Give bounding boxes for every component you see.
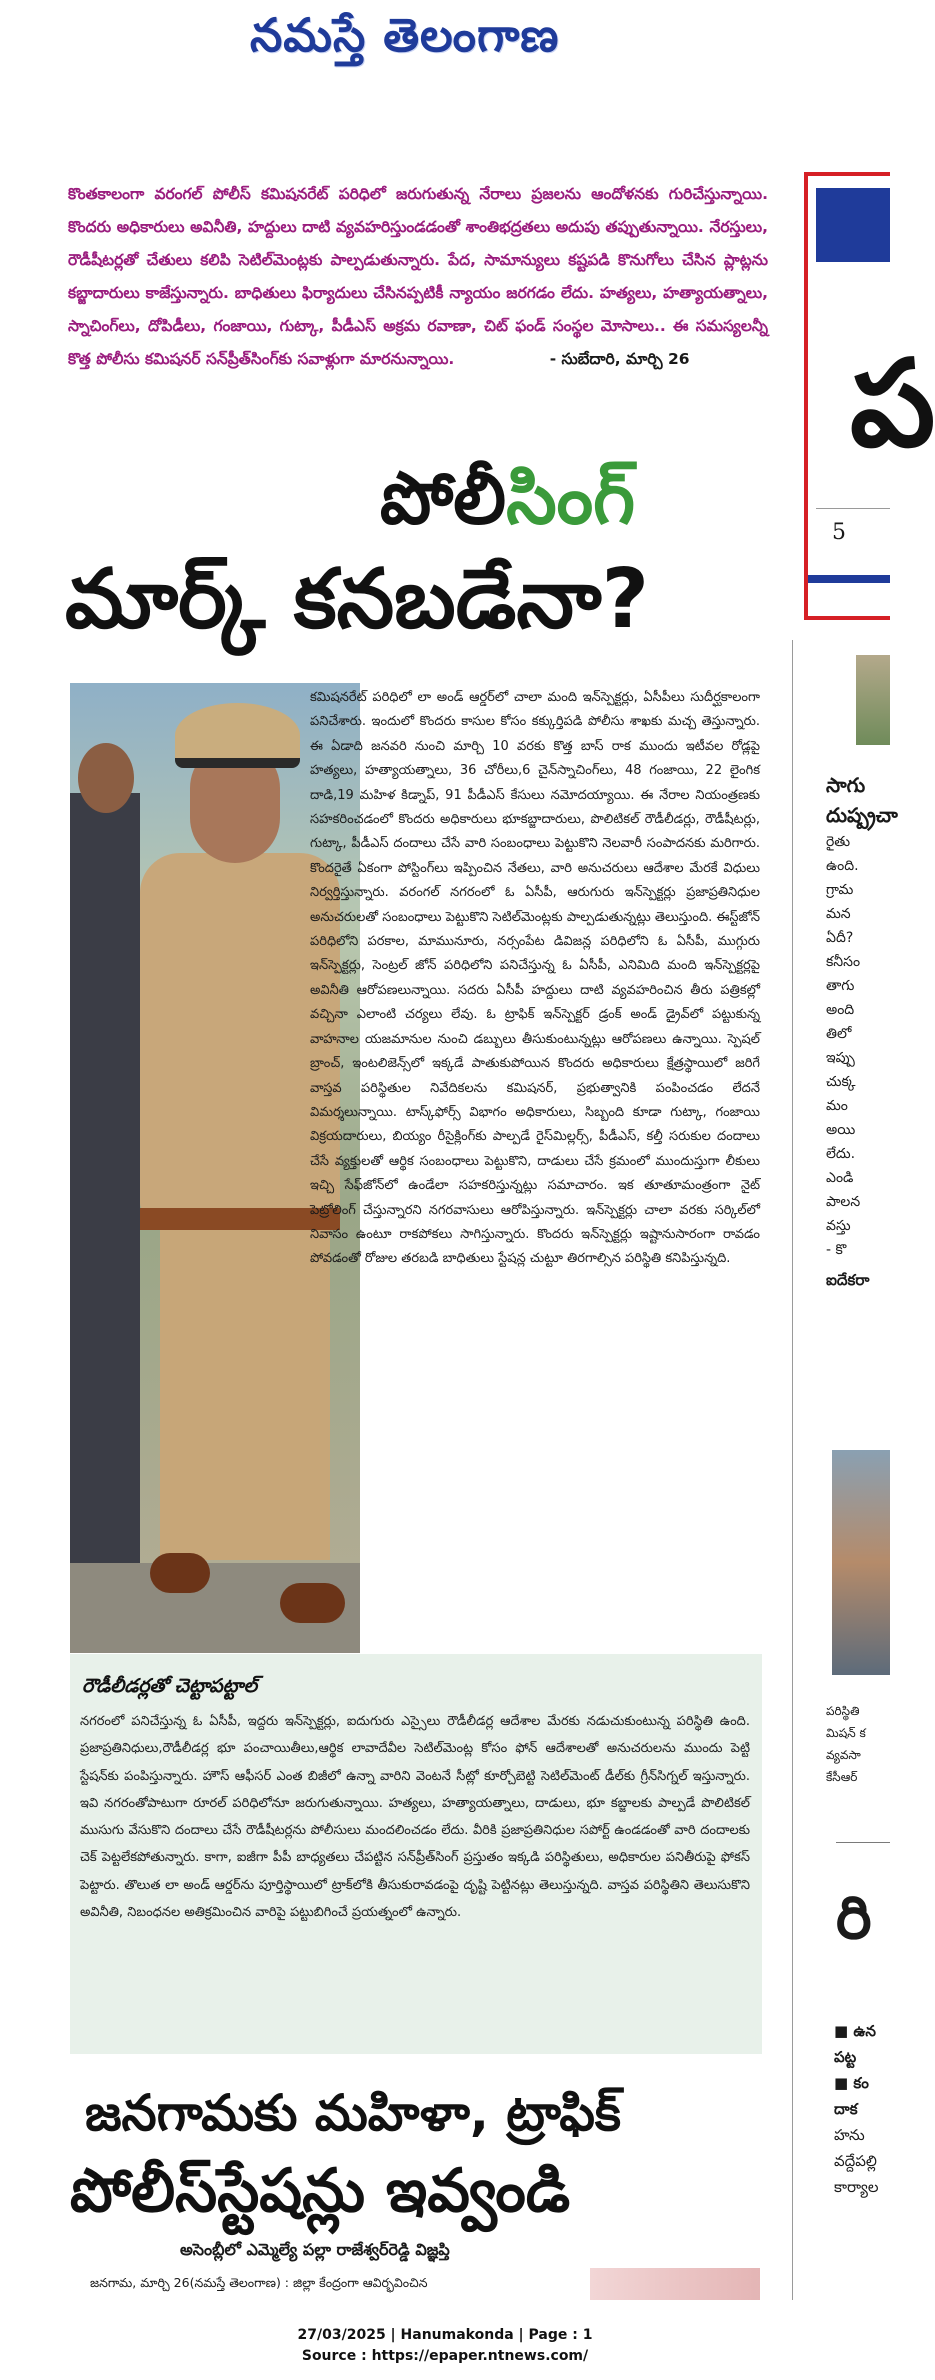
right-column-caption — [826, 1700, 890, 1830]
photo-bg-person — [70, 793, 140, 1593]
footer-date-line: 27/03/2025 | Hanumakonda | Page : 1 — [297, 2327, 593, 2343]
footer-source-line: Source : https://epaper.ntnews.com/ — [301, 2348, 589, 2364]
right-line: రైతు — [826, 834, 851, 850]
column-rule — [792, 640, 793, 2300]
right-bullets — [834, 2018, 890, 2278]
right-line: మిషన్ క — [826, 1726, 866, 1740]
right-bullet: ■ ఉన — [834, 2022, 876, 2040]
right-bullet: వద్దేపల్లి — [834, 2152, 877, 2170]
right-photo-top — [856, 655, 890, 745]
right-line: ఇప్పు — [826, 1050, 855, 1066]
right-photo-person — [832, 1450, 890, 1675]
story2-dateline: జనగామ, మార్చి 26(నమస్తే తెలంగాణ) : జిల్లా కేంద్రంగా ఆవిర్భవించిన — [90, 2275, 428, 2290]
right-divider-2 — [836, 1842, 890, 1843]
right-line: అంది — [826, 1002, 855, 1018]
right-line: వస్తు — [826, 1218, 851, 1234]
right-line: అయి — [826, 1122, 856, 1138]
right-line: ఏదీ? — [826, 930, 854, 946]
right-bullet: పట్ట — [834, 2048, 857, 2066]
article-body-text: కమిషనరేట్ పరిధిలో లా అండ్ ఆర్డర్‌లో చాలా మంది ఇన్‌స్పెక్టర్లు, ఏసీపీలు సుదీర్ఘకాలంగా పనిచేశారు. ఇందులో కొందరు కాసుల కోసం కక్కుర్తిపడి పోలీసు శాఖకు మచ్చ తెస్తున్నారు. ఈ ఏడాది జనవరి నుంచి మార్చి 10 వరకు కొత్త బాస్ రాక ముందు ఇటీవల రోడ్లపై హత్యలు, హత్యాయత్నాలు, 36 చోరీలు,6 చైన్‌స్నాచింగ్‌లు, 48 గంజాయి, 22 లైంగిక దాడి,19 మహిళ కిడ్నాప్, 91 పీడీఎస్ కేసులు నమోదయ్యాయి. ఈ నేరాల నియంత్రణకు సహకరించడంలో కొందరు అధికారులు భూకబ్జాదారులు, పొలిటికల్ రౌడీలీడర్లు, రౌడీషీటర్లు, గుట్కా, పీడీఎస్ దందాలు చేసే వారి సంబంధాలు పెట్టుకొని నెలవారీ సంపాదనకు మరిగారు. కొందరైతే ఏకంగా పోస్టింగ్‌లు ఇప్పించిన నేతలు, వారి అనుచరులు ఆదేశాల మేరకే విధులు నిర్వర్తిస్తున్నారు. వరంగల్ నగరంలో ఓ ఏసీపీ, ఆరుగురు ఇన్‌స్పెక్టర్లు ప్రజాప్రతినిధుల అనుచరులతో సంబంధాలు పెట్టుకొని సెటిల్‌మెంట్లకు పాల్పడుతున్నట్లు తెలుస్తుంది. ఈస్ట్‌జోన్ పరిధిలోని పరకాల, మామునూరు, నర్సంపేట డివిజన్ల పరిధిలోని ఓ ఏసీపీ, ముగ్గురు ఇన్‌స్పెక్టర్లు, సెంట్రల్ జోన్ పరిధిలోని పనిచేస్తున్న ఓ ఏసీపీ, ఎనిమిది మంది ఇన్‌స్పెక్టర్లపై అవినీతి ఆరోపణలున్నాయి. సదరు ఏసీపీ హద్దులు దాటి వ్యవహరించిన తీరు పత్రికల్లో వచ్చినా ఎలాంటి చర్యలు లేవు. ఓ ట్రాఫిక్ ఇన్‌స్పెక్టర్ డ్రంక్ అండ్ డ్రైవ్‌లో పట్టుకున్న వాహనాల యజమానుల నుంచి డబ్బులు తీసుకుంటున్నట్లు ఆరోపణలు ఉన్నాయి. స్పెషల్ బ్రాంచ్, ఇంటలిజెన్స్‌లో ఇక్కడే పాతుకుపోయిన కొందరు అధికారులు క్షేత్రస్థాయిలో జరిగే వాస్తవ పరిస్థితుల నివేదికలను కమిషనర్, ప్రభుత్వానికి పంపించడం లేదనే విమర్శలున్నాయి. టాస్క్‌ఫోర్స్ విభాగం అధికారులు, సిబ్బంది కూడా గుట్కా, గంజాయి విక్రయదారులు, బియ్యం రీసైక్లింగ్‌కు పాల్పడే రైస్‌మిల్లర్స్, పీడీఎస్, కల్తీ సరుకుల దందాలు చేసే వ్యక్తులతో ఆర్థిక సంబంధాలు పెట్టుకొని, దాడులు చేసే క్రమంలో ముందుస్తుగా లీకులు ఇచ్చి సేఫ్‌జోన్‌లో ఉండేలా సహకరిస్తున్నట్లు సమాచారం. ఇక తూతూమంత్రంగా నైట్ పెట్రోలింగ్ చేస్తున్నారని నగరవాసులు ఆరోపిస్తున్నారు. ఇన్‌స్పెక్టర్లు చాలా వరకు సర్కిల్‌లో నివాసం ఉంటూ రాకపోకలు సాగిస్తున్నారు. కొందరు ఇన్‌స్పెక్టర్లు ఇష్టానుసారంగా రావడం పోవడంతో రోజుల తరబడి బాధితులు స్టేషన్ల చుట్టూ తిరగాల్సిన పరిస్థితి కనిపిస్తున్నది. — [310, 690, 760, 1267]
right-bullet: దాక — [834, 2100, 858, 2118]
intro-text: కొంతకాలంగా వరంగల్ పోలీస్ కమిషనరేట్ పరిధిలో జరుగుతున్న నేరాలు ప్రజలను ఆందోళనకు గురిచేస్తున్నాయి. కొందరు అధికారులు అవినీతి, హద్దులు దాటి వ్యవహరిస్తుండడంతో శాంతిభద్రతలు అదుపు తప్పుతున్నాయి. నేరస్తులు, రౌడీషీటర్లతో చేతులు కలిపి సెటిల్‌మెంట్లకు పాల్పడుతున్నారు. పేద, సామాన్యులు కష్టపడి కొనుగోలు చేసిన ప్లాట్లను కబ్జాదారులు కాజేస్తున్నారు. బాధితులు ఫిర్యాదులు చేసినప్పటికీ న్యాయం జరగడం లేదు. హత్యలు, హత్యాయత్నాలు, స్నాచింగ్‌లు, దోపిడీలు, గంజాయి, గుట్కా, పీడీఎస్ అక్రమ రవాణా, చిట్ ఫండ్ సంస్థల మోసాలు.. ఈ సమస్యలన్నీ కొత్త పోలీసు కమిషనర్ సన్‌ప్రీత్‌సింగ్‌కు సవాళ్లుగా మారనున్నాయి. — [68, 185, 768, 368]
page-footer — [0, 2325, 890, 2375]
photo-bg-face — [78, 743, 134, 813]
photo-officer-legs — [160, 1230, 330, 1560]
story2-headline-line2: పోలీస్‌స్టేషన్లు ఇవ్వండి — [70, 2156, 571, 2226]
right-bullet: హను — [834, 2126, 865, 2144]
intro-paragraph — [68, 178, 768, 450]
headline-part1: పోలీ — [380, 456, 507, 540]
sidebar-title: రౌడీలీడర్లతో చెట్టాపట్టాల్ — [82, 1675, 258, 1697]
story2-subhead: అసెంబ్లీలో ఎమ్మెల్యే పల్లా రాజేశ్వర్‌రెడ్డి విజ్ఞప్తి — [180, 2240, 450, 2259]
ad-strip — [590, 2268, 760, 2300]
right-line: పరిస్థితి — [826, 1704, 860, 1718]
right-line: లేదు. — [826, 1146, 856, 1162]
right-line: ఉంది. — [826, 858, 859, 874]
masthead-title: నమస్తే తెలంగాణ — [250, 8, 560, 62]
article-body — [310, 686, 760, 1636]
right-blue-block — [816, 188, 890, 262]
photo-officer-cap — [175, 703, 300, 768]
intro-byline: - సుబేదారి, మార్చి 26 — [549, 350, 690, 368]
right-column-head: సాగు దుష్ప్రచా — [826, 773, 898, 827]
story2-headline-line1: జనగామకు మహిళా, ట్రాఫిక్ — [85, 2084, 622, 2142]
right-line: తిలో — [826, 1026, 852, 1042]
right-line: కనీసం — [826, 954, 861, 970]
headline-main: మార్క్ కనబడేనా? — [65, 552, 650, 647]
sidebar-text: నగరంలో పనిచేస్తున్న ఓ ఏసీపీ, ఇద్దరు ఇన్‌స్పెక్టర్లు, ఐదుగురు ఎస్సైలు రౌడీలీడర్ల ఆదేశాల మేరకు నడుచుకుంటున్న పరిస్థితి ఉంది. ప్రజాప్రతినిధులు,రౌడీలీడర్ల భూ పంచాయితీలు,ఆర్థిక లావాదేవీల సెటిల్‌మెంట్ల కోసం ఫోన్ ఆదేశాలతో అనుచరులను ముందు పెట్టి స్టేషన్‌కు పంపిస్తున్నారు. హౌస్ ఆఫీసర్ ఎంత బిజీలో ఉన్నా వారిని వెంటనే సీట్లో కూర్చోబెట్టి సెటిల్‌మెంట్ డీల్‌కు గ్రీన్‌సిగ్నల్ ఇస్తున్నారు. ఇవి నగరంతోపాటుగా రూరల్ పరిధిలోనూ జరుగుతున్నాయి. హత్యలు, హత్యాయత్నాలు, దాడులు, భూ కబ్జాలకు పాల్పడే పొలిటికల్ ముసుగు వేసుకొని దందాలు చేసే రౌడీషీటర్లను పోలీసులు మందలించడం లేదు. వీరికి ప్రజాప్రతినిధుల సపోర్ట్ ఉండడంతో వారి దందాలకు చెక్ పెట్టలేకపోతున్నారు. కాగా, ఐజీగా పీపీ బాధ్యతలు చేపట్టిన సన్‌ప్రీత్‌సింగ్ ప్రస్తుతం ఇక్కడి పరిస్థితులు, అధికారుల పనితీరుపై ఫోకస్ పెట్టారు. తొలుత లా అండ్ ఆర్డర్‌ను పూర్తిస్థాయిలో ట్రాక్‌లోకి తీసుకురావడంపై దృష్టి పెట్టినట్లు తెలుస్తున్నది. వాస్తవ పరిస్థితిని తెలుసుకొని అవినీతి, నిబంధనల అతిక్రమించిన వారిపై పట్టుబిగించే ప్రయత్నంలో ఉన్నారు. — [80, 1714, 750, 1921]
right-line: - కొ — [826, 1242, 847, 1258]
right-line: చుక్క — [826, 1074, 856, 1090]
right-page-number: 5 — [832, 520, 846, 545]
right-bullet: ■ కం — [834, 2074, 869, 2092]
right-line: మన — [826, 906, 851, 922]
right-line: తాగు — [826, 978, 855, 994]
right-line: ఎండి — [826, 1170, 854, 1186]
photo-shoe-left — [150, 1553, 210, 1593]
right-line: గ్రామ — [826, 882, 854, 898]
right-big-heading: రి — [836, 1883, 872, 1953]
headline-part2: సింగ్ — [506, 456, 636, 540]
right-blue-band — [808, 575, 890, 583]
right-line: కేసీఆర్ — [826, 1770, 858, 1784]
right-line: వ్యవసా — [826, 1748, 861, 1762]
right-line: మం — [826, 1098, 848, 1114]
right-bullet: కార్యాల — [834, 2178, 879, 2196]
headline-top — [380, 452, 740, 544]
right-line: పాలన — [826, 1194, 861, 1210]
right-big-glyph: ప — [850, 335, 935, 474]
right-column-subhead: ఐదేకరా — [826, 1271, 870, 1289]
